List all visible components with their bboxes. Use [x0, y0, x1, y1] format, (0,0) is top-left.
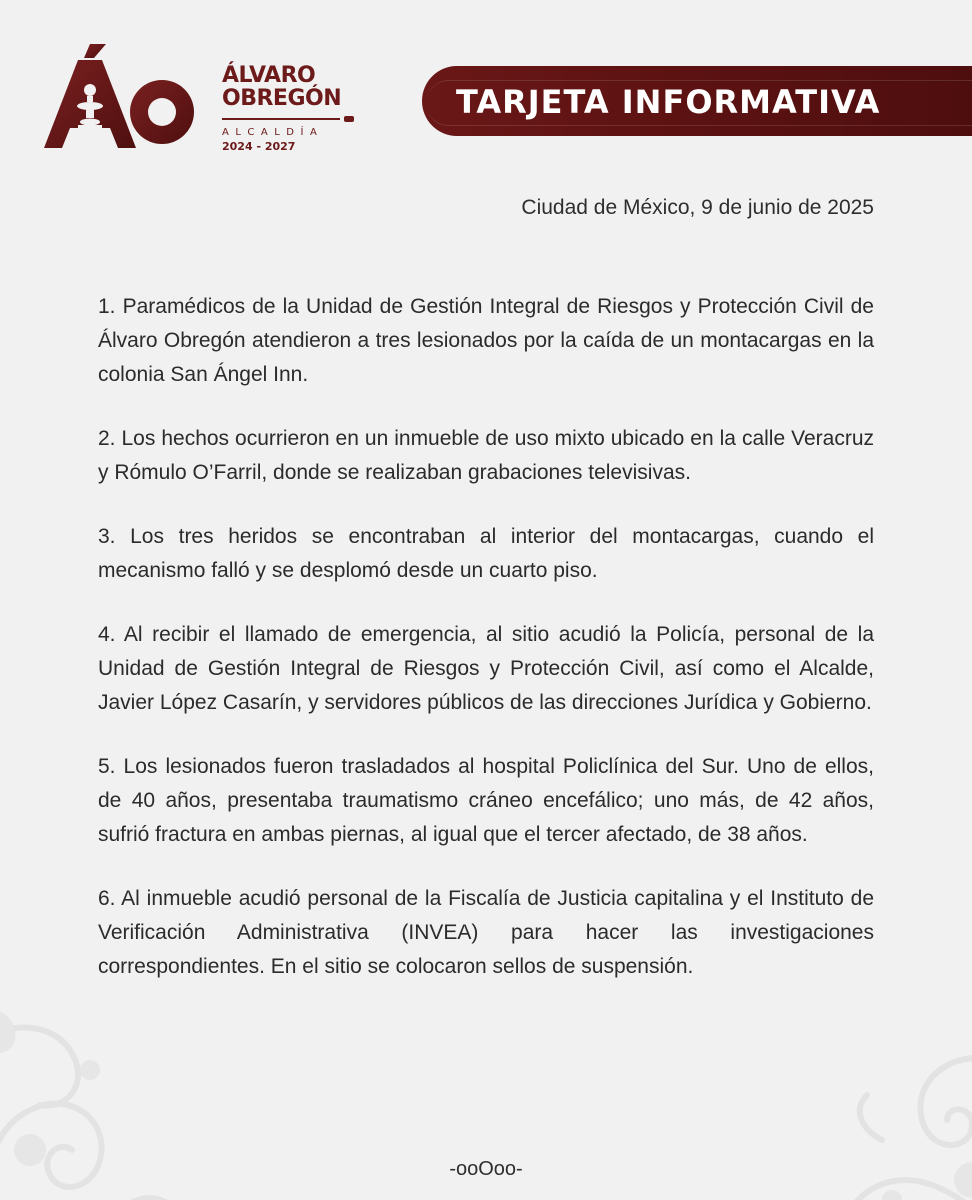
date-line: Ciudad de México, 9 de junio de 2025 — [521, 196, 874, 219]
paragraph-2: 2. Los hechos ocurrieron en un inmueble de uso mixto ubicado en la calle Veracruz y Rómulo O’Farril, donde se realizaban grabaciones televisivas. — [98, 427, 874, 484]
paragraph-3: 3. Los tres heridos se encontraban al interior del montacargas, cuando el mecanismo falló y se desplomó desde un cuarto piso. — [98, 525, 874, 582]
logo-title-obregon: OBREGÓN — [222, 86, 342, 111]
paragraph-6: 6. Al inmueble acudió personal de la Fiscalía de Justicia capitalina y el Instituto de Verificación Administrativa (INVEA) para hacer las investigaciones correspondientes. En el sitio se colocaron sellos de suspensión. — [98, 887, 874, 978]
logo-wordmark — [222, 64, 354, 153]
document-body — [98, 290, 874, 1014]
closing-mark: -ooOoo- — [449, 1158, 523, 1180]
paragraph-1: 1. Paramédicos de la Unidad de Gestión Integral de Riesgos y Protección Civil de Álvaro Obregón atendieron a tres lesionados por la caída de un montacargas en la colonia San Ángel Inn. — [98, 295, 874, 386]
paragraph-4: 4. Al recibir el llamado de emergencia, al sitio acudió la Policía, personal de la Unidad de Gestión Integral de Riesgos y Protección Civil, así como el Alcalde, Javier López Casarín, y servidores públicos de las direcciones Jurídica y Gobierno. — [98, 623, 874, 714]
alcaldia-monogram-icon — [44, 42, 194, 154]
logo-divider-cap — [344, 116, 354, 122]
logo-divider-line — [222, 118, 340, 120]
page-title: TARJETA INFORMATIVA — [456, 83, 881, 121]
logo-title-alvaro: ÁLVARO — [222, 63, 316, 88]
alcaldia-logo — [44, 42, 364, 162]
paragraph-5: 5. Los lesionados fueron trasladados al hospital Policlínica del Sur. Uno de ellos, de 40 años, presentaba traumatismo cráneo encefálico; uno más, de 42 años, sufrió fractura en ambas piernas, al igual que el tercer afectado, de 38 años. — [98, 755, 874, 846]
logo-subtitle: ALCALDÍA — [222, 127, 324, 138]
logo-years: 2024 - 2027 — [222, 140, 296, 153]
logo-divider — [222, 116, 354, 122]
